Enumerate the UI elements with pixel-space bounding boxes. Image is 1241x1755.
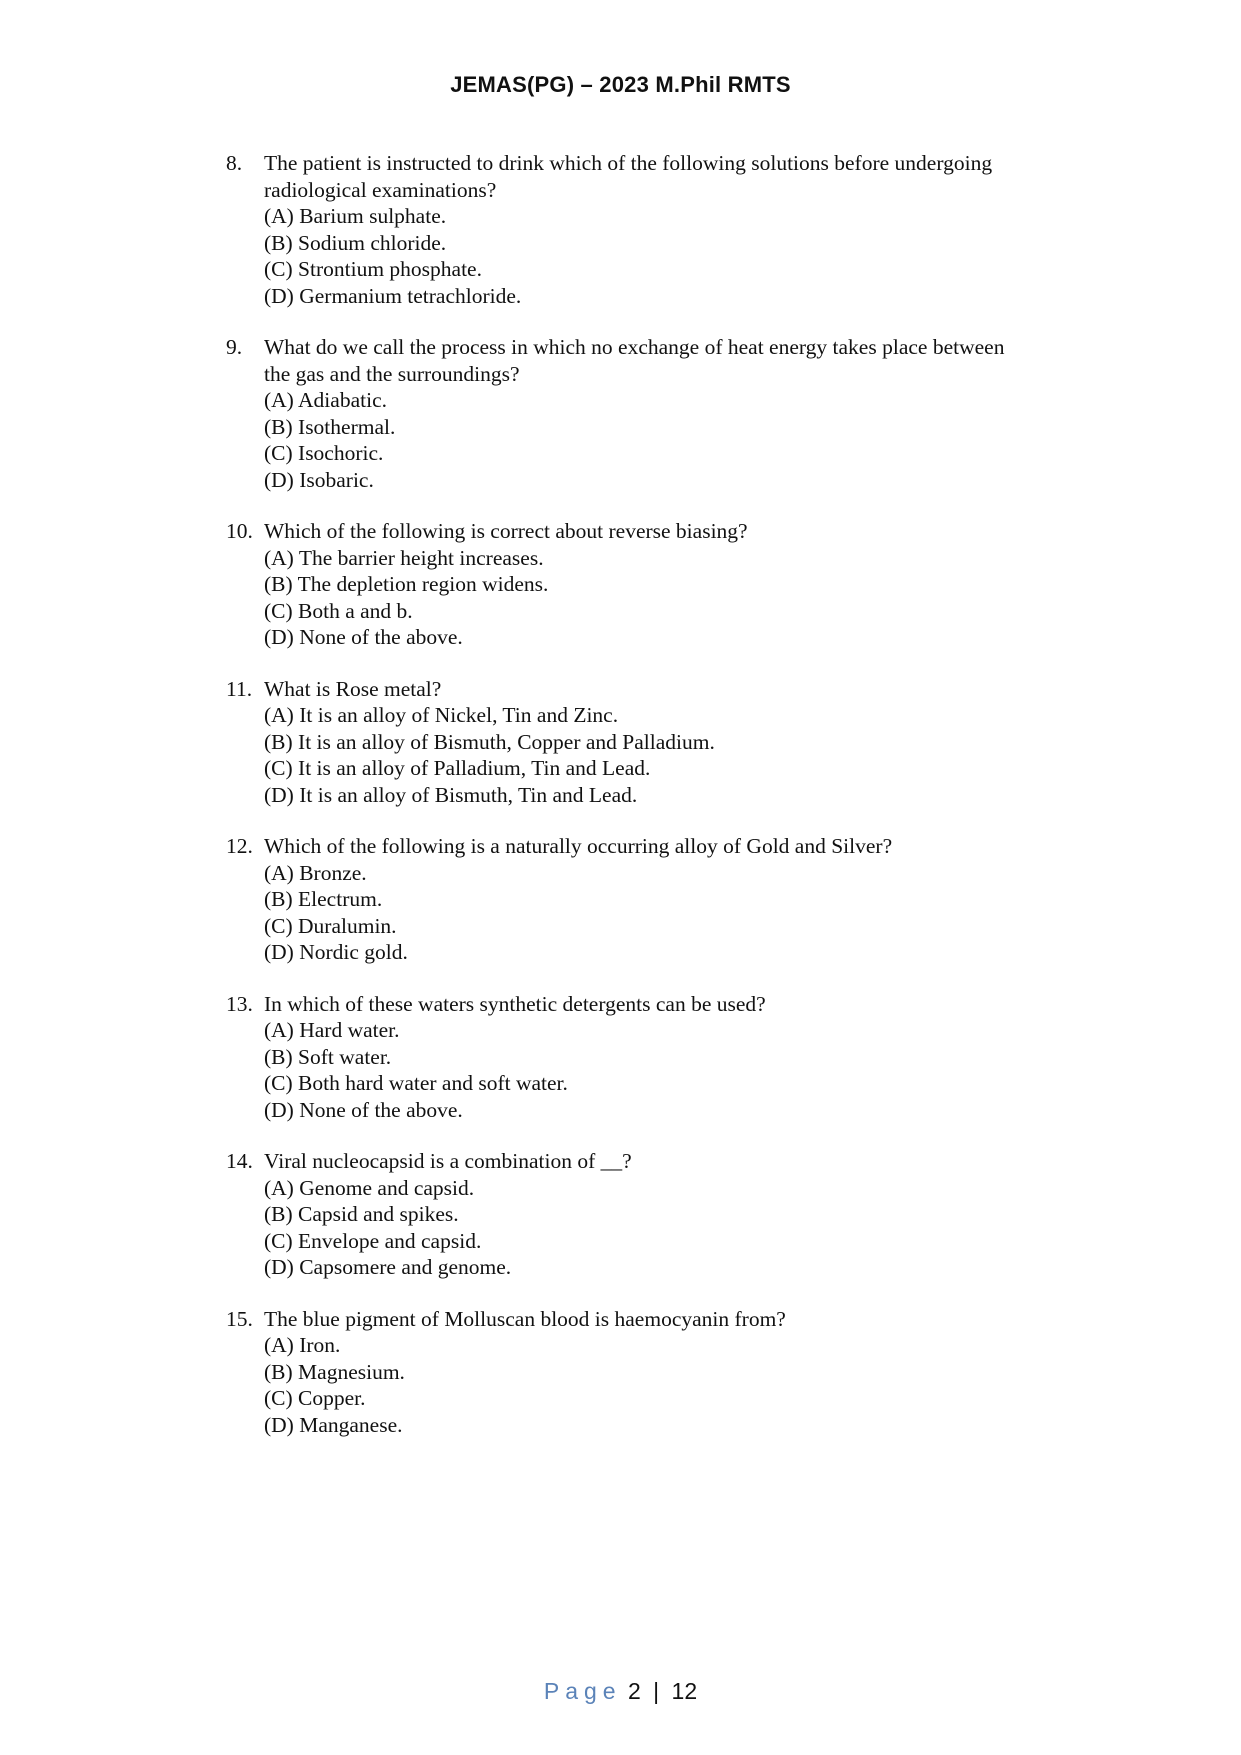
question-number: 13. xyxy=(226,991,253,1016)
question-text: The blue pigment of Molluscan blood is haemocyanin from? xyxy=(264,1306,786,1331)
answer-option: (B) Electrum. xyxy=(264,887,383,911)
option-list xyxy=(264,387,1026,493)
page-footer xyxy=(0,1678,1241,1705)
answer-option: (C) It is an alloy of Palladium, Tin and Lead. xyxy=(264,756,651,780)
total-page-count: 12 xyxy=(671,1678,698,1704)
answer-option: (A) Hard water. xyxy=(264,1018,400,1042)
question-number: 9. xyxy=(226,335,243,359)
answer-option: (A) Adiabatic. xyxy=(264,388,387,412)
question-item xyxy=(226,1306,1026,1439)
question-list xyxy=(226,150,1026,1463)
option-list xyxy=(264,203,1026,309)
question-row xyxy=(226,1306,1026,1333)
question-text: Which of the following is correct about reverse biasing? xyxy=(264,519,748,543)
answer-option: (A) It is an alloy of Nickel, Tin and Zinc. xyxy=(264,703,619,727)
answer-option: (A) Genome and capsid. xyxy=(264,1175,475,1200)
option-list xyxy=(264,1175,1026,1281)
question-text: What is Rose metal? xyxy=(264,676,442,701)
answer-option: (C) Isochoric. xyxy=(264,441,384,465)
option-list xyxy=(264,1332,1026,1438)
answer-option: (B) It is an alloy of Bismuth, Copper and Palladium. xyxy=(264,729,715,754)
answer-option: (B) The depletion region widens. xyxy=(264,572,549,596)
option-list xyxy=(264,702,1026,808)
question-text: The patient is instructed to drink which of the following solutions before undergoing radiological examinations? xyxy=(264,151,993,202)
answer-option: (D) Capsomere and genome. xyxy=(264,1255,512,1279)
question-number: 8. xyxy=(226,151,243,175)
question-row xyxy=(226,991,1026,1018)
option-list xyxy=(264,545,1026,651)
question-number: 10. xyxy=(226,519,253,543)
question-item xyxy=(226,334,1026,493)
answer-option: (A) The barrier height increases. xyxy=(264,545,544,570)
answer-option: (D) None of the above. xyxy=(264,625,463,649)
answer-option: (A) Barium sulphate. xyxy=(264,204,447,228)
question-number: 15. xyxy=(226,1306,253,1331)
answer-option: (C) Envelope and capsid. xyxy=(264,1228,482,1253)
question-item xyxy=(226,991,1026,1124)
question-item xyxy=(226,833,1026,966)
answer-option: (D) Manganese. xyxy=(264,1412,403,1437)
answer-option: (D) Nordic gold. xyxy=(264,940,408,964)
answer-option: (B) Isothermal. xyxy=(264,414,396,439)
question-text: Which of the following is a naturally occurring alloy of Gold and Silver? xyxy=(264,834,893,858)
question-item xyxy=(226,1148,1026,1281)
current-page-number: 2 xyxy=(627,1678,641,1704)
question-number: 14. xyxy=(226,1149,253,1173)
page-label: Page xyxy=(543,1678,622,1704)
question-text: Viral nucleocapsid is a combination of __? xyxy=(264,1149,632,1173)
question-row xyxy=(226,676,1026,703)
answer-option: (B) Soft water. xyxy=(264,1044,392,1069)
answer-option: (C) Both a and b. xyxy=(264,598,413,623)
question-row xyxy=(226,334,1026,387)
answer-option: (D) It is an alloy of Bismuth, Tin and Lead. xyxy=(264,782,638,807)
header-title: JEMAS(PG) – 2023 M.Phil RMTS xyxy=(450,72,791,97)
answer-option: (B) Sodium chloride. xyxy=(264,230,447,255)
answer-option: (D) Isobaric. xyxy=(264,467,374,492)
page-separator: | xyxy=(653,1678,660,1704)
answer-option: (B) Capsid and spikes. xyxy=(264,1202,459,1226)
document-header xyxy=(0,72,1241,98)
answer-option: (D) None of the above. xyxy=(264,1097,463,1122)
answer-option: (A) Bronze. xyxy=(264,860,367,885)
answer-option: (C) Both hard water and soft water. xyxy=(264,1071,568,1095)
answer-option: (A) Iron. xyxy=(264,1333,341,1357)
answer-option: (B) Magnesium. xyxy=(264,1359,405,1384)
question-row xyxy=(226,518,1026,545)
answer-option: (C) Copper. xyxy=(264,1386,366,1410)
question-row xyxy=(226,833,1026,860)
question-row xyxy=(226,1148,1026,1175)
answer-option: (D) Germanium tetrachloride. xyxy=(264,283,522,308)
question-item xyxy=(226,150,1026,309)
answer-option: (C) Duralumin. xyxy=(264,913,397,938)
question-number: 12. xyxy=(226,834,253,858)
option-list xyxy=(264,1017,1026,1123)
option-list xyxy=(264,860,1026,966)
question-item xyxy=(226,676,1026,809)
question-text: In which of these waters synthetic detergents can be used? xyxy=(264,991,766,1016)
question-number: 11. xyxy=(226,676,253,701)
question-text: What do we call the process in which no exchange of heat energy takes place between the gas and the surroundings? xyxy=(264,335,1005,386)
question-item xyxy=(226,518,1026,651)
question-row xyxy=(226,150,1026,203)
answer-option: (C) Strontium phosphate. xyxy=(264,257,482,281)
